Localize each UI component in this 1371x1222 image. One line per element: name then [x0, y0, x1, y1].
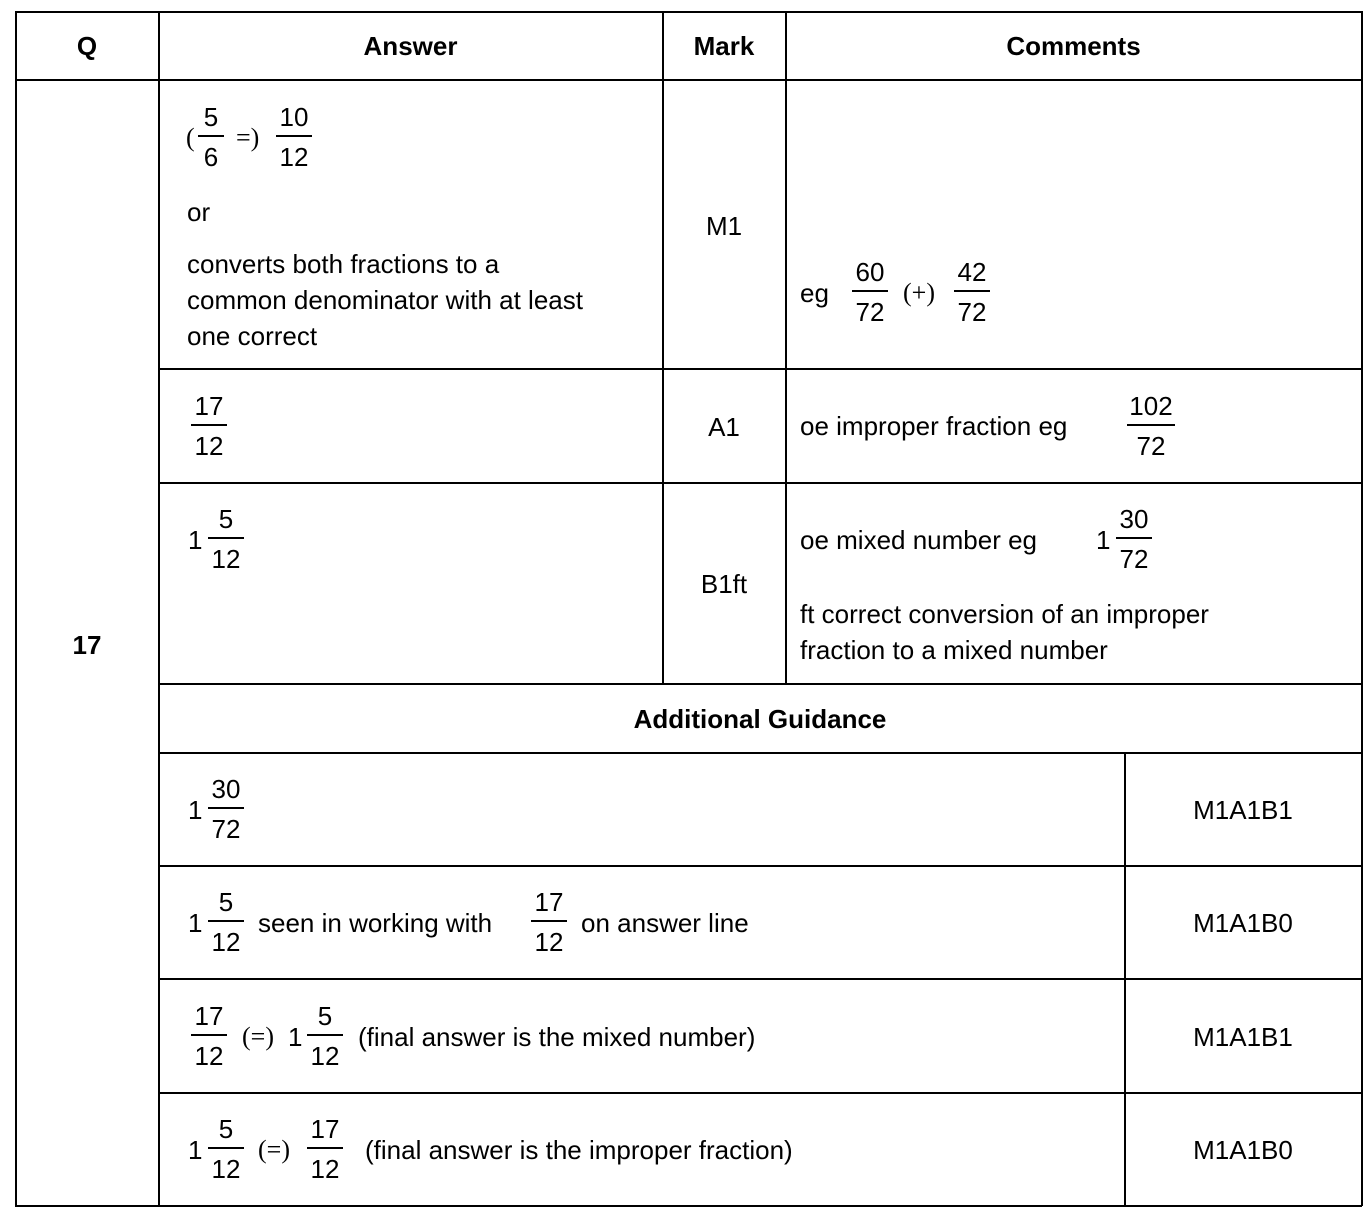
comment-improper: oe improper fraction eg: [800, 411, 1068, 441]
fraction-denominator: 72: [1136, 430, 1166, 461]
equals-close-paren: =): [236, 123, 260, 152]
guidance3-fraction-2: [307, 1003, 343, 1069]
fraction-numerator: 5: [317, 1001, 333, 1031]
fraction-denominator: 72: [855, 296, 885, 327]
fraction-five-twelfths: [208, 506, 244, 572]
row2-bottom-border: [158, 482, 1362, 484]
guidance2-text-2: on answer line: [581, 908, 749, 938]
fraction-denominator: 12: [534, 926, 564, 957]
fraction-numerator: 17: [194, 391, 224, 421]
fraction-numerator: 30: [1119, 504, 1149, 534]
guidance2-fraction: [208, 889, 244, 955]
fraction-numerator: 30: [211, 774, 241, 804]
guidance1-whole: 1: [188, 795, 203, 825]
table-border-bottom: [15, 1205, 1362, 1207]
fraction-denominator: 12: [211, 543, 241, 574]
comment-ft-line-1: ft correct conversion of an improper: [800, 599, 1209, 629]
header-answer: Answer: [363, 31, 458, 61]
fraction-numerator: 102: [1129, 391, 1173, 421]
fraction-denominator: 72: [957, 296, 987, 327]
answer-text-line-3: one correct: [187, 321, 318, 351]
guidance-row3-bottom-border: [158, 1092, 1362, 1094]
guidance4-mark: M1A1B0: [1193, 1135, 1293, 1165]
comment-mixed-whole: 1: [1096, 525, 1111, 555]
guidance1-fraction: [208, 776, 244, 842]
fraction-numerator: 5: [203, 102, 219, 132]
fraction-five-sixths: [198, 104, 224, 170]
fraction-denominator: 72: [211, 813, 241, 844]
guidance-title: Additional Guidance: [633, 704, 887, 734]
table-border-right: [1361, 11, 1363, 1206]
header-mark: Mark: [693, 31, 755, 61]
mark-a1: A1: [708, 412, 740, 442]
guidance2-mark: M1A1B0: [1193, 908, 1293, 938]
guidance4-fraction-2: [307, 1116, 343, 1182]
guidance4-text: (final answer is the improper fraction): [365, 1135, 793, 1165]
guidance3-whole: 1: [288, 1022, 303, 1052]
plus-sign: (+): [903, 278, 935, 307]
question-number: 17: [72, 630, 102, 660]
fraction-denominator: 12: [310, 1040, 340, 1071]
open-paren: (: [186, 123, 195, 152]
fraction-ten-twelfths: [276, 104, 312, 170]
q-column-divider: [158, 11, 160, 1206]
answer-text-line-1: converts both fractions to a: [187, 249, 500, 279]
comment-eg: eg: [800, 278, 829, 308]
mark-column-divider: [785, 11, 787, 684]
table-border-left: [15, 11, 17, 1206]
fraction-numerator: 10: [279, 102, 309, 132]
guidance3-equals: (=): [242, 1022, 274, 1051]
fraction-denominator: 12: [194, 430, 224, 461]
fraction-numerator: 5: [218, 887, 234, 917]
comment-mixed: oe mixed number eg: [800, 525, 1038, 555]
fraction-seventeen-twelfths: [191, 393, 227, 459]
fraction-numerator: 60: [855, 257, 885, 287]
answer-text-line-2: common denominator with at least: [187, 285, 583, 315]
row1-bottom-border: [158, 368, 1362, 370]
header-bottom-border: [15, 79, 1362, 81]
guidance1-mark: M1A1B1: [1193, 795, 1293, 825]
guidance-row1-bottom-border: [158, 865, 1362, 867]
table-border-top: [15, 11, 1362, 13]
fraction-denominator: 12: [194, 1040, 224, 1071]
fraction-numerator: 17: [534, 887, 564, 917]
fraction-numerator: 17: [194, 1001, 224, 1031]
guidance-row2-bottom-border: [158, 978, 1362, 980]
guidance-title-bottom-border: [158, 752, 1362, 754]
fraction-sixty-seventy-seconds: [852, 259, 888, 325]
guidance2-whole: 1: [188, 908, 203, 938]
fraction-denominator: 12: [310, 1153, 340, 1184]
fraction-forty-two-seventy-seconds: [954, 259, 990, 325]
guidance4-equals: (=): [258, 1135, 290, 1164]
fraction-numerator: 42: [957, 257, 987, 287]
header-comments: Comments: [1006, 31, 1141, 61]
fraction-denominator: 6: [203, 141, 219, 172]
guidance3-text: (final answer is the mixed number): [358, 1022, 756, 1052]
mark-m1: M1: [705, 211, 743, 241]
guidance3-fraction: [191, 1003, 227, 1069]
guidance3-mark: M1A1B1: [1193, 1022, 1293, 1052]
comment-ft-line-2: fraction to a mixed number: [800, 635, 1108, 665]
fraction-denominator: 12: [279, 141, 309, 172]
fraction-numerator: 17: [310, 1114, 340, 1144]
guidance2-fraction-2: [531, 889, 567, 955]
fraction-numerator: 5: [218, 504, 234, 534]
fraction-denominator: 72: [1119, 543, 1149, 574]
row3-bottom-border: [158, 683, 1362, 685]
guidance2-text-1: seen in working with: [258, 908, 493, 938]
header-q: Q: [76, 31, 98, 61]
guidance4-whole: 1: [188, 1135, 203, 1165]
fraction-hundred-two-seventy-seconds: [1127, 393, 1175, 459]
or-text: or: [187, 197, 211, 227]
fraction-denominator: 12: [211, 926, 241, 957]
fraction-numerator: 5: [218, 1114, 234, 1144]
mixed-whole: 1: [188, 525, 203, 555]
guidance4-fraction: [208, 1116, 244, 1182]
fraction-denominator: 12: [211, 1153, 241, 1184]
fraction-thirty-seventy-seconds: [1116, 506, 1152, 572]
mark-b1ft: B1ft: [700, 569, 748, 599]
